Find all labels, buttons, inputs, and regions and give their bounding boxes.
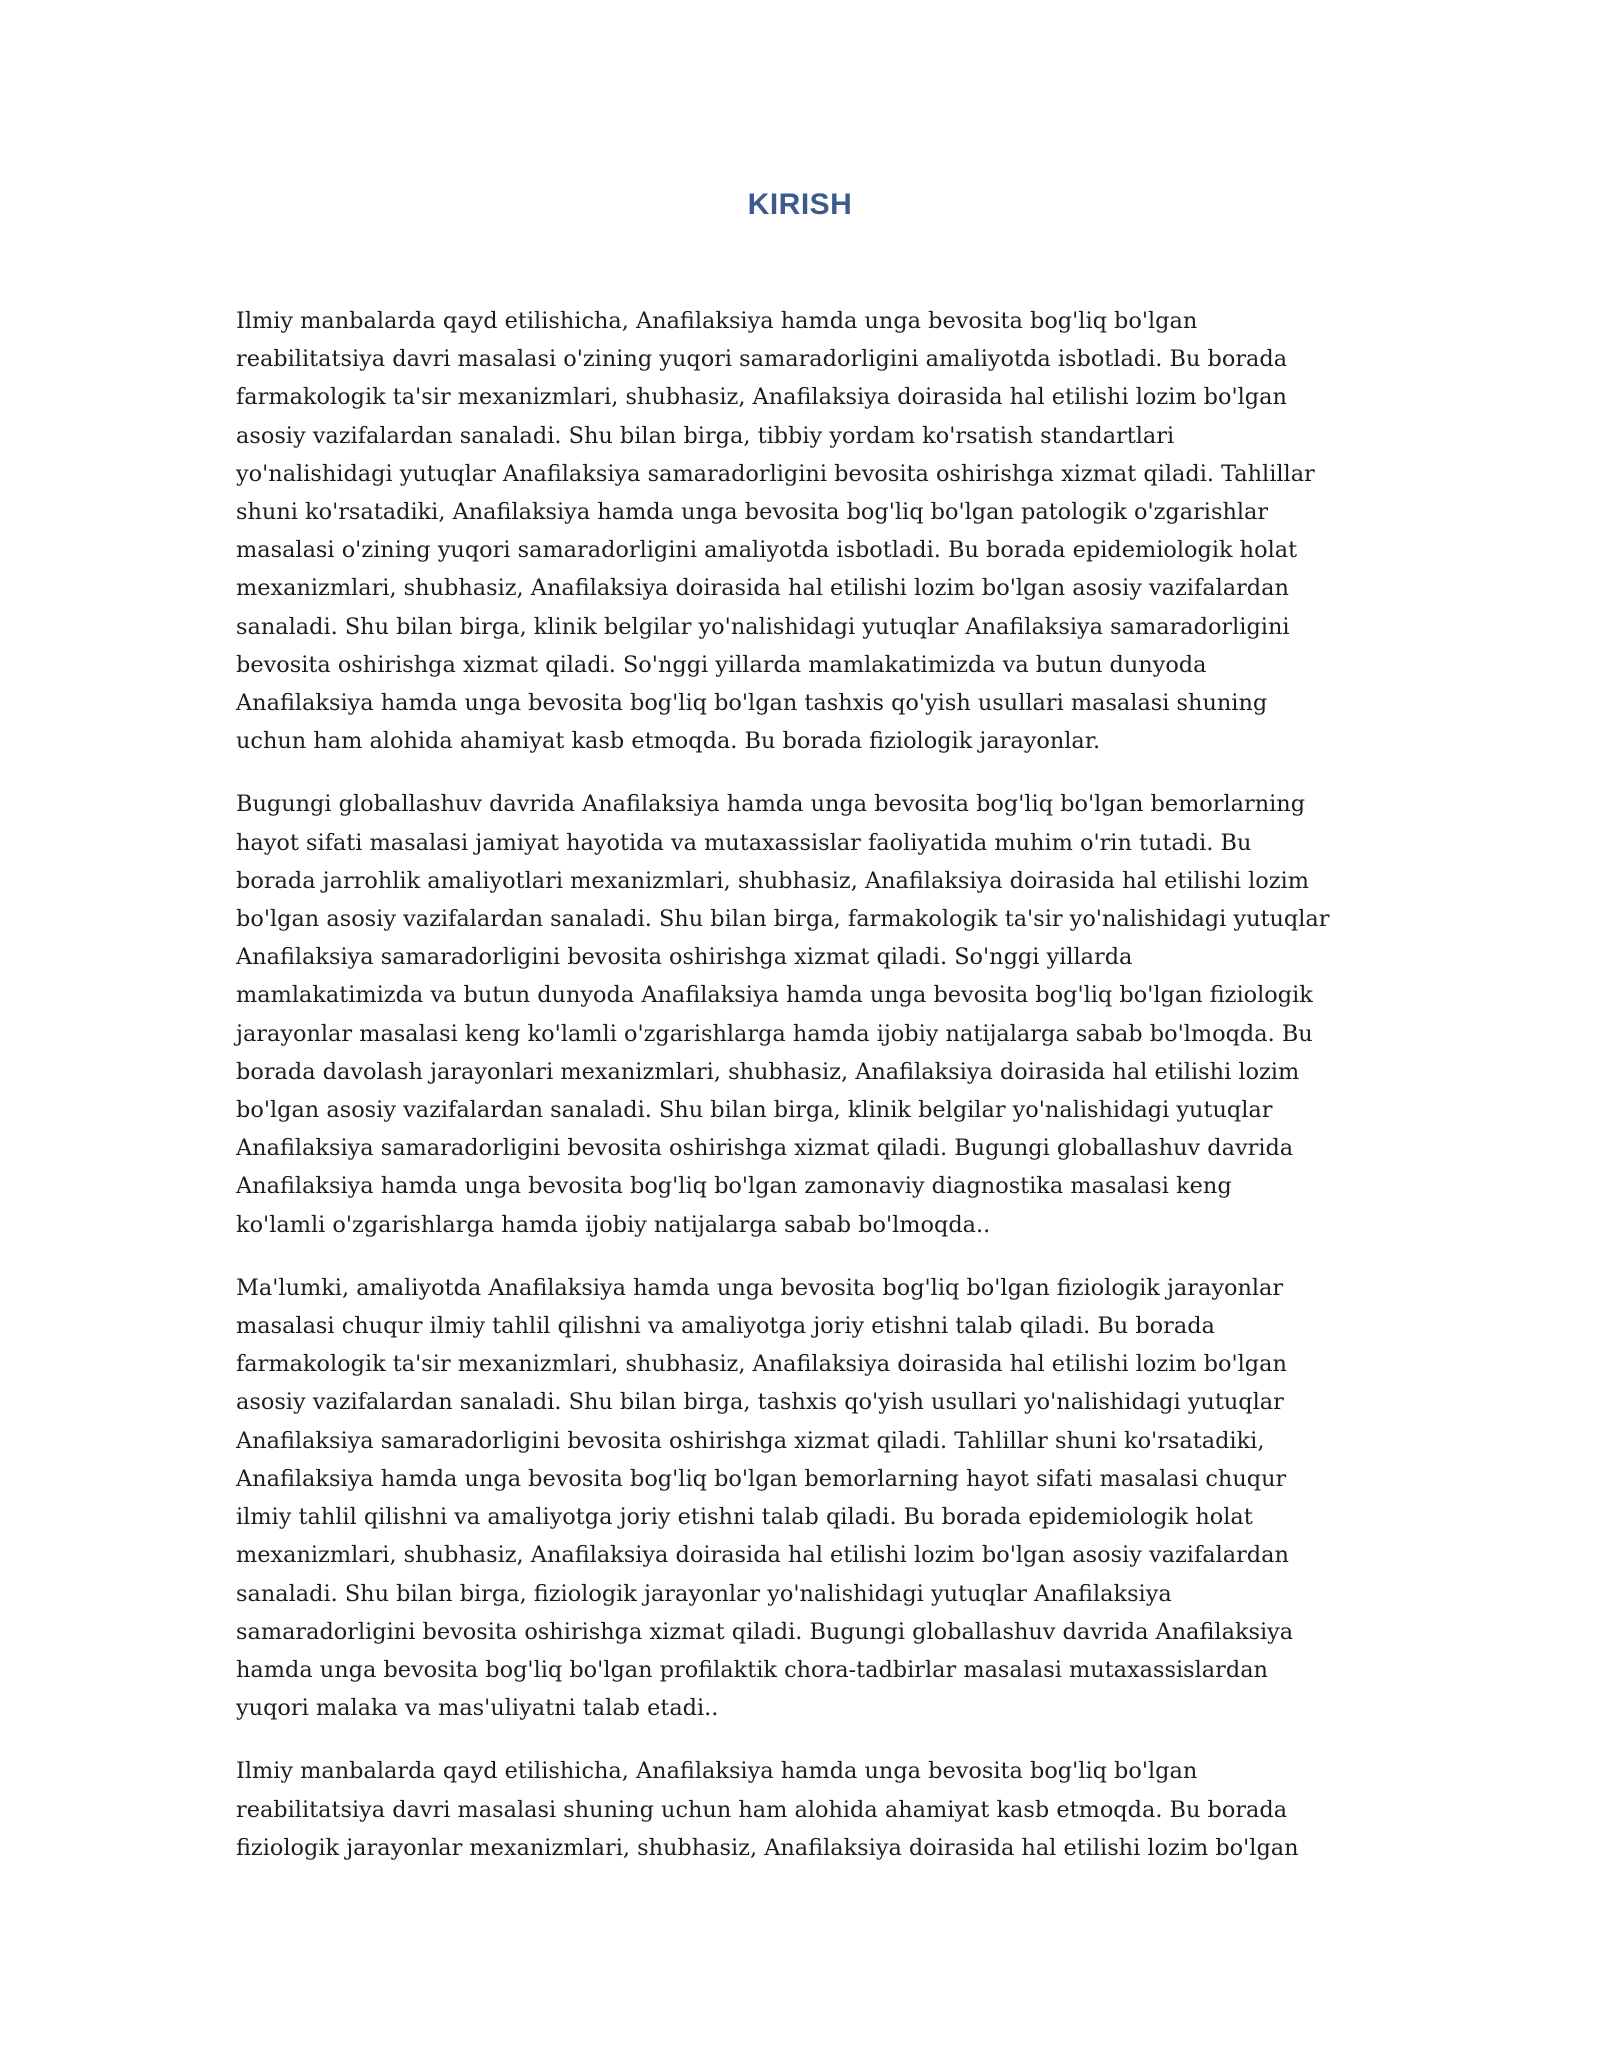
paragraph-line: borada davolash jarayonlari mexanizmlari, shubhasiz, Anafilaksiya doirasida hal etilishi lozim <box>236 1058 1300 1085</box>
paragraph-line: bevosita oshirishga xizmat qiladi. So'nggi yillarda mamlakatimizda va butun dunyoda <box>236 651 1207 678</box>
paragraph-line: hayot sifati masalasi jamiyat hayotida va mutaxassislar faoliyatida muhim o'rin tutadi. Bu <box>236 829 1252 856</box>
paragraph-line: jarayonlar masalasi keng ko'lamli o'zgarishlarga hamda ijobiy natijalarga sabab bo'lmoqda. Bu <box>236 1020 1313 1047</box>
paragraph-line: Anafilaksiya samaradorligini bevosita oshirishga xizmat qiladi. Bugungi globallashuv davrida <box>236 1135 1294 1162</box>
paragraph-line: Ilmiy manbalarda qayd etilishicha, Anafilaksiya hamda unga bevosita bog'liq bo'lgan <box>236 308 1198 334</box>
paragraph-line: Anafilaksiya hamda unga bevosita bog'liq bo'lgan tashxis qo'yish usullari masalasi shuning <box>236 690 1268 717</box>
paragraph-line: reabilitatsiya davri masalasi shuning uchun ham alohida ahamiyat kasb etmoqda. Bu borada <box>236 1796 1288 1823</box>
paragraph-line: bo'lgan asosiy vazifalardan sanaladi. Shu bilan birga, klinik belgilar yo'nalishidagi yutuqlar <box>236 1097 1273 1124</box>
paragraph-line: mexanizmlari, shubhasiz, Anafilaksiya doirasida hal etilishi lozim bo'lgan asosiy vazifalardan <box>236 1542 1289 1569</box>
paragraph-line: ilmiy tahlil qilishni va amaliyotga joriy etishni talab qiladi. Bu borada epidemiologik holat <box>236 1504 1253 1531</box>
paragraph-line: samaradorligini bevosita oshirishga xizmat qiladi. Bugungi globallashuv davrida Anafilaksiya <box>236 1618 1294 1645</box>
paragraph-line: farmakologik ta'sir mexanizmlari, shubhasiz, Anafilaksiya doirasida hal etilishi lozim bo'lgan <box>236 1351 1287 1378</box>
paragraph-line: yuqori malaka va mas'uliyatni talab etadi.. <box>236 1695 719 1722</box>
paragraph-line: farmakologik ta'sir mexanizmlari, shubhasiz, Anafilaksiya doirasida hal etilishi lozim bo'lgan <box>236 384 1287 411</box>
paragraph-line: reabilitatsiya davri masalasi o'zining yuqori samaradorligini amaliyotda isbotladi. Bu borada <box>236 346 1288 373</box>
paragraph-line: yo'nalishidagi yutuqlar Anafilaksiya samaradorligini bevosita oshirishga xizmat qiladi. Tahlillar <box>236 460 1315 487</box>
paragraph-line: fiziologik jarayonlar mexanizmlari, shubhasiz, Anafilaksiya doirasida hal etilishi lozim bo'lgan <box>236 1834 1299 1861</box>
paragraph-line: uchun ham alohida ahamiyat kasb etmoqda. Bu borada fiziologik jarayonlar. <box>236 728 1101 755</box>
paragraph-line: sanaladi. Shu bilan birga, klinik belgilar yo'nalishidagi yutuqlar Anafilaksiya samaradorligini <box>236 613 1290 640</box>
paragraph-line: Anafilaksiya samaradorligini bevosita oshirishga xizmat qiladi. Tahlillar shuni ko'rsatadiki, <box>236 1427 1265 1454</box>
paragraph-line: mamlakatimizda va butun dunyoda Anafilaksiya hamda unga bevosita bog'liq bo'lgan fiziologik <box>236 982 1313 1009</box>
paragraph-line: masalasi o'zining yuqori samaradorligini amaliyotda isbotladi. Bu borada epidemiologik holat <box>236 537 1298 564</box>
paragraph-line: Anafilaksiya hamda unga bevosita bog'liq bo'lgan bemorlarning hayot sifati masalasi chuqur <box>236 1465 1287 1492</box>
body-paragraph <box>236 302 1366 760</box>
paragraph-line: asosiy vazifalardan sanaladi. Shu bilan birga, tibbiy yordam ko'rsatish standartlari <box>236 422 1175 449</box>
paragraph-line: masalasi chuqur ilmiy tahlil qilishni va amaliyotga joriy etishni talab qiladi. Bu borada <box>236 1313 1215 1340</box>
paragraph-line: Ilmiy manbalarda qayd etilishicha, Anafilaksiya hamda unga bevosita bog'liq bo'lgan <box>236 1758 1198 1785</box>
body-paragraph <box>236 1269 1366 1727</box>
paragraph-line: ko'lamli o'zgarishlarga hamda ijobiy natijalarga sabab bo'lmoqda.. <box>236 1211 991 1238</box>
body-paragraph <box>236 1752 1366 1867</box>
paragraph-line: bo'lgan asosiy vazifalardan sanaladi. Shu bilan birga, farmakologik ta'sir yo'nalishidagi yutuqlar <box>236 906 1330 933</box>
paragraph-line: borada jarrohlik amaliyotlari mexanizmlari, shubhasiz, Anafilaksiya doirasida hal etilishi lozim <box>236 867 1309 894</box>
page-title: KIRISH <box>747 188 853 221</box>
body-paragraph <box>236 785 1366 1243</box>
document-body <box>236 302 1366 1892</box>
paragraph-line: Anafilaksiya samaradorligini bevosita oshirishga xizmat qiladi. So'nggi yillarda <box>236 944 1133 971</box>
paragraph-line: mexanizmlari, shubhasiz, Anafilaksiya doirasida hal etilishi lozim bo'lgan asosiy vazifalardan <box>236 575 1289 602</box>
paragraph-line: shuni ko'rsatadiki, Anafilaksiya hamda unga bevosita bog'liq bo'lgan patologik o'zgarishlar <box>236 499 1269 526</box>
paragraph-line: hamda unga bevosita bog'liq bo'lgan profilaktik chora-tadbirlar masalasi mutaxassislardan <box>236 1656 1268 1683</box>
paragraph-line: Ma'lumki, amaliyotda Anafilaksiya hamda unga bevosita bog'liq bo'lgan fiziologik jarayonlar <box>236 1274 1284 1301</box>
paragraph-line: asosiy vazifalardan sanaladi. Shu bilan birga, tashxis qo'yish usullari yo'nalishidagi yutuqlar <box>236 1389 1284 1416</box>
paragraph-line: sanaladi. Shu bilan birga, fiziologik jarayonlar yo'nalishidagi yutuqlar Anafilaksiya <box>236 1580 1172 1607</box>
paragraph-line: Bugungi globallashuv davrida Anafilaksiya hamda unga bevosita bog'liq bo'lgan bemorlarning <box>236 791 1306 818</box>
paragraph-line: Anafilaksiya hamda unga bevosita bog'liq bo'lgan zamonaviy diagnostika masalasi keng <box>236 1173 1232 1200</box>
